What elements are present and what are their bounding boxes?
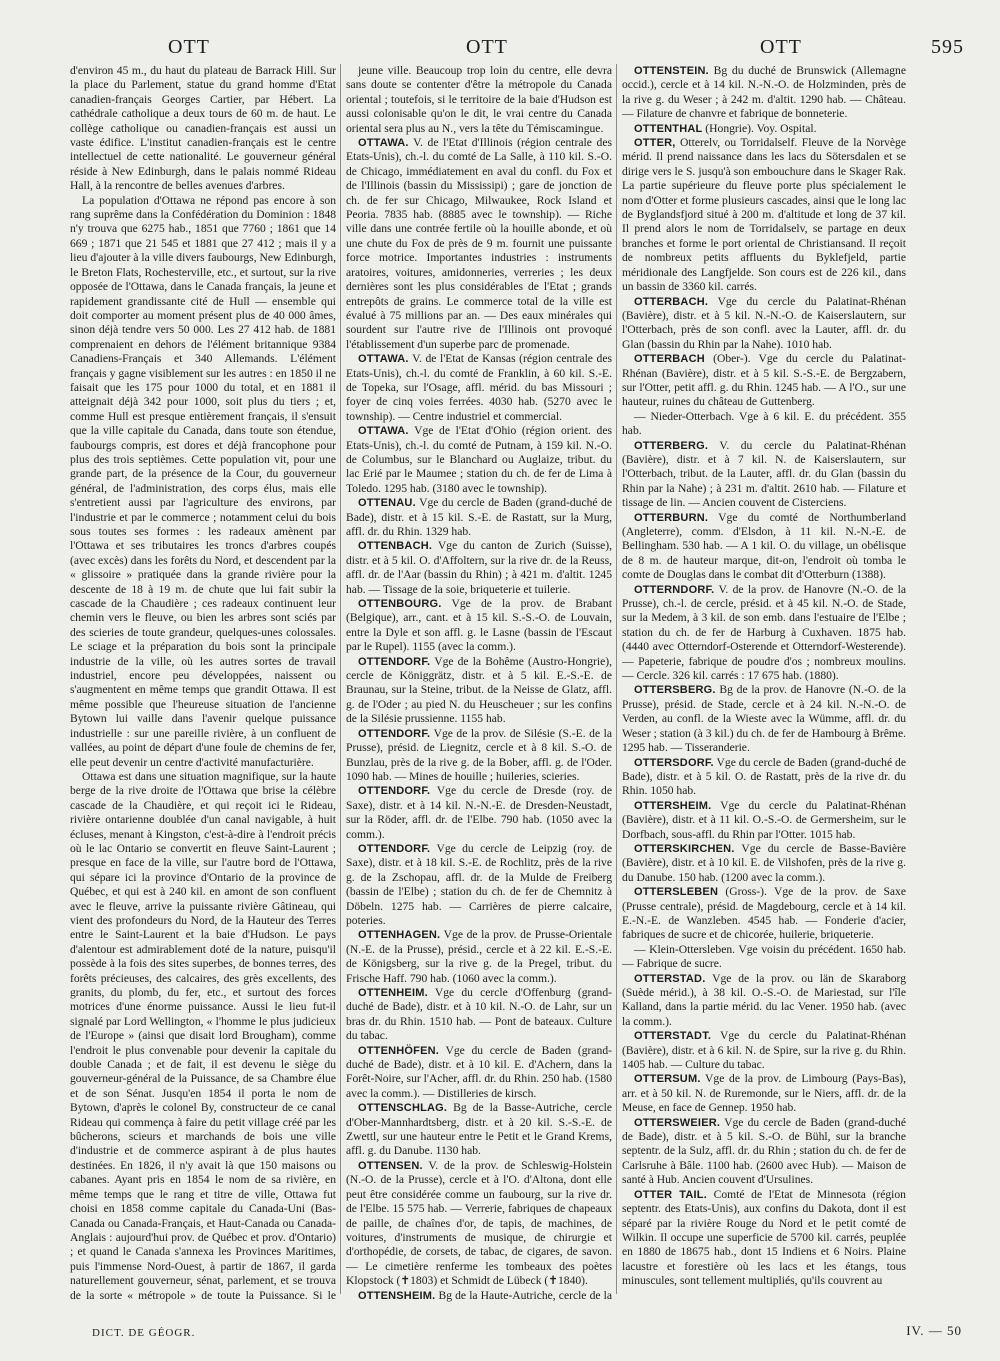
entry-headword: OTTENDORF. (358, 655, 431, 668)
dictionary-entry (622, 511, 906, 583)
dictionary-entry (346, 928, 612, 986)
entry-text: — Nieder-Otterbach. Vge à 6 kil. E. du précédent. 355 hab. (622, 409, 906, 438)
entry-headword: OTTERSKIRCHEN. (634, 842, 735, 855)
entry-text: Vge du cercle de Baden (grand-duché de Bade), distr. et à 15 kil. S.-E. de Rastatt, sur la Murg, affl. dr. du Rhin. 1329 hab. (346, 496, 612, 538)
dictionary-entry (622, 683, 906, 755)
entry-text: V. de l'Etat de Kansas (région centrale des Etats-Unis), ch.-l. du comté de Franklin, à 60 kil. S.-E. de Topeka, sur l'Osage, affl. mérid. du bas Missouri ; foyer de cinq voies ferrées. 4030 hab. (5270 avec le township). — Centre industriel et commercial. (346, 352, 612, 423)
entry-text: Vge du cercle de Baden (grand-duché de Bade), distr. et à 5 kil. S.-O. de Bühl, sur la branche septentr. de la Sulz, affl. dr. du Rhin ; station du ch. de fer de Carlsruhe à Bâle. 1100 hab. (2600 avec Hub). — Maison de santé à Hub. Ancien couvent d'Ursulines. (622, 1115, 906, 1187)
entry-text: Bg de la prov. de Hanovre (N.-O. de la Prusse), présid. de Stade, cercle et à 24 kil. N.-N.-O. de Verden, au confl. de la Wieste avec la Wümme, affl. dr. du Weser ; station (à 3 kil.) du ch. de fer de Hambourg à Brême. 1295 hab. — Tisseranderie. (622, 683, 906, 755)
entry-headword: OTTERSTADT. (634, 1030, 712, 1043)
dictionary-entry (346, 597, 612, 655)
entry-headword: OTTERBACH (634, 353, 705, 366)
footer-volume: IV. — 50 (906, 1323, 962, 1338)
dictionary-entry (622, 842, 906, 885)
entry-text: Vge du comté de Northumberland (Angleterre), comm. d'Elsdon, à 11 kil. N.-N.-E. de Bellingham. 530 hab. — A 1 kil. O. du village, un obélisque de 8 m. de hauteur marque, dit-on, l'endroit où tomba le comte de Douglas dans le combat dit d'Otterburn (1388). (622, 510, 906, 582)
dictionary-entry (622, 1072, 906, 1115)
entry-text: Vge du cercle de Basse-Bavière (Bavière), distr. et à 10 kil. E. de Vilshofen, près de la rive g. du Danube. 150 hab. (1200 avec la comm.). (622, 841, 906, 884)
entry-headword: OTTERSUM. (634, 1073, 701, 1086)
entry-headword: OTTENHAGEN. (358, 929, 441, 942)
entry-headword: OTTERSHEIM. (634, 799, 712, 812)
dictionary-entry (346, 352, 612, 424)
entry-headword: OTTENSTEIN. (634, 65, 709, 77)
paragraph: La population d'Ottawa ne répond pas encore à son rang suprême dans la Confédération du Dominion : 1848 n'y trouva que 6275 hab., 1851 que 7760 ; 1861 que 14 669 ; 1871 que 21 545 et 1881 que 27 412 ; mais il y a lieu d'ajouter à la ville divers faubourgs, New Edinburgh, le Breton Flats, Rochesterville, etc., et surtout, sur la rive opposée de l'Ottawa, dans le Canada français, la jeune et rapidement grandissante cité de Hull — ensemble qui doit comporter au moment présent plus de 40 000 âmes, sinon déjà tendre vers 50 000. Les 27 412 hab. de 1881 comprenaient en dehors de l'élément britannique 9384 Canadiens-Français et 340 Allemands. L'élément français y gagne visiblement sur les autres : en 1850 il ne faisait que les 175 pour 1000 du total, et en 1881 il atteignait déjà 342 pour 1000, soit plus du tiers ; et, comme Hull est presque entièrement français, il s'ensuit que la ville capitale du Canada, dans toute son étendue, faubourgs compris, est dores et déjà francophone pour plus des trois septièmes. Cette population vit, pour une grande part, de la présence de la Cour, du gouverneur général, de l'administration, des corps élus, mais elle s'entretient aussi par l'agriculture des environs, par l'industrie et par le commerce ; notamment celui du bois sous toutes ses formes : les radeaux amènent par l'Ottawa et ses tributaires les troncs d'arbres coupés (avec excès) dans les forêts du Nord, et descendent par la « glissoire » pratiquée dans la grande rivière pour la descente de 18 à 19 m. de chute que lui fait subir la cascade de la Chaudière ; ces radeaux continuent leur chemin vers le fleuve, ou bien les arbres sont sciés par des scieries de toute grandeur, quelques-unes colossales. Le sciage et la préparation du bois sont la principale industrie de la ville, où les autres sortes de travail industriel, encore peu développées, naissent ou s'augmentent en même temps que grandit Ottawa. Il est même possible que l'heureuse situation de l'ancienne Bytown lui vaille dans l'avenir quelque puissance industrielle : sur une pareille rivière, à un confluent de vallées, au point de départ d'une foule de chemins de fer, elle peut devenir un centre d'activité manufacturière. (70, 193, 336, 769)
dictionary-entry (622, 136, 906, 294)
dictionary-entry (346, 727, 612, 785)
entry-headword: OTTENBACH. (358, 540, 433, 553)
entry-text: V. de la prov. de Schleswig-Holstein (N.-O. de la Prusse), cercle et à l'O. d'Altona, dont elle peut être considérée comme un faubourg, sur la rive dr. de l'Elbe. 15 575 hab. — Verrerie, fabriques de chapeaux de paille, de chaînes d'or, de tapis, de machines, de voitures, d'instruments de musique, de chirurgie et d'orthopédie, de corsets, de tabac, de cigares, de savon. — Le cimetière renferme les tombeaux des poètes Klopstock (✝1803) et Schmidt de Lübeck (✝1840). (346, 1158, 612, 1288)
dictionary-entry (622, 943, 906, 972)
entry-text: Vge de la prov. de Prusse-Orientale (N.-E. de la Prusse), présid., cercle et à 22 kil. E.-S.-E. de Königsberg, sur la rive g. de la Pregel, tribut. du Frische Haff. 790 hab. (1060 avec la comm.). (346, 928, 612, 985)
entry-headword: OTTAWA. (358, 137, 409, 150)
dictionary-entry (622, 1116, 906, 1188)
entry-headword: OTTENDORF. (358, 842, 431, 855)
entry-headword: OTTENSEN. (358, 1159, 423, 1172)
entry-text: (Ober-). Vge du cercle du Palatinat-Rhénan (Bavière), distr. et à 5 kil. S.-S.-E. de Bergzabern, sur l'Otter, petit affl. g. du Rhin. 1245 hab. — A l'O., sur une hauteur, ruines du château de Guttenberg. (622, 352, 906, 409)
entry-headword: OTTENDORF. (358, 727, 431, 740)
entry-text: jeune ville. Beaucoup trop loin du centre, elle devra sans doute se contenter d'être la métropole du Canada oriental ; toutefois, si le territoire de la baie d'Hudson est aussi colonisable qu'on le dit, le vrai centre du Canada oriental sera plus au N., vers la tête du Témiscamingue. (346, 64, 612, 135)
entry-headword: OTTERSWEIER. (634, 1116, 721, 1129)
entry-headword: OTTENDORF. (358, 785, 431, 798)
footer-signature: DICT. DE GÉOGR. (92, 1327, 196, 1339)
entry-headword: OTTENBOURG. (358, 598, 442, 611)
entry-text: Vge de l'Etat d'Ohio (région orient. des Etats-Unis), ch.-l. du comté de Putnam, à 159 kil. N.-O. de Columbus, sur le Blanchard ou Auglaize, tribut. du lac Erié par le Maumee ; station du ch. de fer de Lima à Toledo. 1295 hab. (3180 avec le township). (346, 424, 612, 495)
dictionary-entry (622, 885, 906, 943)
entry-text: Vge du cercle d'Offenburg (grand-duché de Bade), distr. et à 10 kil. N.-O. de Lahr, sur un bras dr. du Rhin. 1510 hab. — Pont de bateaux. Culture du tabac. (346, 986, 612, 1043)
entry-text: (Hongrie). Voy. Ospital. (702, 121, 817, 135)
dictionary-entry (622, 352, 906, 410)
paragraph: Ottawa est dans une situation magnifique, sur la haute berge de la rive droite de l'Ottawa que brise la célèbre cascade de la Chaudière, et qui reçoit ici le Rideau, rivière ontarienne doublée d'un canal navigable, à huit écluses, menant à Kingston, c'est-à-dire à l'endroit précis où le lac Ontario se convertit en fleuve Saint-Laurent ; presque en face de la ville, sur l'autre bord de l'Ottawa, qui sépare ici la province d'Ontario de la province de Québec, et qui est à 240 kil. en amont de son confluent avec le fleuve, arrive la puissante rivière Gâtineau, qui vient des profondeurs du Nord, de la Hauteur des Terres entre le Saint-Laurent et la baie d'Hudson. Le pays d'alentour est admirablement doté de la nature, puisqu'il possède à la fois des sites superbes, de bonnes terres, des forêts précieuses, des calcaires, des grès excellents, des granits, du plomb, du fer, etc., et surtout des forces motrices d'une énorme puissance. Aussi le lieu fut-il signalé par Lord Wellington, « l'homme le plus judicieux de l'Europe » (ainsi que disait lord Brougham), comme l'endroit le plus convenable pour devenir la capitale du double Canada ; et de fait, il est devenu le siège du gouverneur-général de la Puissance, de sa Chambre élue et de son Sénat. Jusqu'en 1854 il porta le nom de Bytown, d'après le colonel By, constructeur de ce canal Rideau qui commença à faire du petit village créé par les bûcherons, scieurs et marchands de bois une ville d'industrie et de commerce aspirant à de plus hautes destinées. En 1826, il n'y avait là que 150 maisons ou cabanes. Ayant pris en 1854 le nom de sa rivière, en même temps que le rang et titre de ville, Ottawa fut choisi en 1858 comme capitale du Canada-Uni (Bas-Canada ou Canada-Français, et Haut-Canada ou Canada-Anglais : aujourd'hui prov. de Québec et prov. d'Ontario) ; et quand le Canada s'annexa les Provinces Maritimes, puis l'immense Nord-Ouest, à partir de 1867, il garda naturellement gouverneur, sénat, parlement, et se trouva de la sorte « métropole » de toute la Puissance. Si le (70, 769, 336, 1302)
dictionary-entry (346, 1101, 612, 1159)
dictionary-entry (622, 972, 906, 1030)
entry-text: Vge de la Bohême (Austro-Hongrie), cercle de Königgrätz, distr. et à 5 kil. E.-S.-E. de Braunau, sur la Steine, tribut. de la Neisse de Glatz, affl. g. de l'Oder ; au pied N. du Heuscheuer ; sur les confins de la Silésie prussienne. 1155 hab. (346, 654, 612, 726)
dictionary-entry (622, 1029, 906, 1072)
entry-headword: OTTERSDORF. (634, 756, 714, 769)
dictionary-entry (346, 842, 612, 928)
page-number: 595 (931, 36, 964, 58)
middle-column (346, 64, 612, 1304)
entry-headword: OTTER TAIL. (634, 1188, 707, 1201)
dictionary-entry (346, 1159, 612, 1289)
entry-headword: OTTAWA. (358, 353, 409, 366)
entry-headword: OTTENSHEIM. (358, 1289, 436, 1302)
entry-headword: OTTAWA. (358, 425, 409, 438)
entry-headword: OTTERBURN. (634, 511, 709, 524)
dictionary-entry (622, 756, 906, 799)
entry-text: Vge de la prov. ou län de Skaraborg (Suède mérid.), à 38 kil. O.-S.-O. de Mariestad, sur l'île Kalland, dans la partie mérid. du lac Vener. 1950 hab. (avec la comm.). (622, 971, 906, 1028)
left-column (70, 64, 336, 1304)
right-column (622, 64, 906, 1304)
dictionary-entry (346, 655, 612, 727)
entry-text: Vge du canton de Zurich (Suisse), distr. et à 5 kil. O. d'Affoltern, sur la rive dr. de la Reuss, affl. dr. de l'Aar (bassin du Rhin) ; à 421 m. d'altit. 1245 hab. — Tissage de la soie, briqueterie et tuilerie. (346, 539, 612, 596)
dictionary-entry (622, 799, 906, 842)
dictionary-entry (622, 1188, 906, 1289)
entry-headword: OTTERNDORF. (634, 583, 715, 596)
entry-text: V. de la prov. de Hanovre (N.-O. de la Prusse), ch.-l. de cercle, présid. et à 45 kil. N.-O. de Stade, sur la Medem, à 3 kil. de son emb. dans l'estuaire de l'Elbe ; station du ch. de fer de Harburg à Cuxhaven. 1875 hab. (4440 avec Otterndorf-Osterende et Otterndorf-Westerende). — Papeterie, fabrique de poudre d'os ; nombreux moulins. — Cercle. 326 kil. carrés : 17 675 hab. (1880). (622, 582, 906, 683)
entry-text: Comté de l'Etat de Minnesota (région septentr. des Etats-Unis), aux confins du Dakota, dont il est séparé par la rivière Rouge du Nord et le petit comté de Wilkin. Il occupe une superficie de 5700 kil. carrés, peuplée en 1880 de 18675 hab., dont 15 Indiens et 6 Noirs. Plaine lacustre et forestière où les lacs et les étangs, tous minuscules, sont tellement multipliés, qu'ils couvrent au (622, 1187, 906, 1288)
entry-text: V. du cercle du Palatinat-Rhénan (Bavière), distr. et à 7 kil. N. de Kaiserslautern, sur l'Otterbach, tribut. de la Lauter, affl. dr. du Glan (bassin du Rhin par la Nahe) ; à 231 m. d'altit. 2610 hab. — Filature et tissage de lin. — Ancien couvent de Cisterciens. (622, 438, 906, 510)
entry-headword: OTTENHÖFEN. (358, 1044, 440, 1057)
entry-text: (Gross-). Vge de la prov. de Saxe (Prusse centrale), présid. de Magdebourg, cercle et à 14 kil. E.-N.-E. de Wanzleben. 4545 hab. — Fonderie d'acier, fabriques de sucre et de chicorée, huilerie, briqueterie. (622, 885, 906, 942)
running-head-center: OTT (466, 36, 508, 58)
dictionary-entry (346, 1044, 612, 1102)
entry-text: Vge de la prov. de Brabant (Belgique), arr., cant. et à 15 kil. S.-S.-O. de Louvain, entre la Dyle et son affl. g. le Lasne (bassin de l'Escaut par le Rupel). 1155 (avec la comm.). (346, 597, 612, 654)
entry-headword: OTTERSLEBEN (634, 886, 719, 899)
running-head-left: OTT (168, 36, 210, 58)
entry-text: Vge de la prov. de Silésie (S.-E. de la Prusse), présid. de Liegnitz, cercle et à 8 kil. S.-O. de Bunzlau, près de la rive g. de la Bober, affl. g. de l'Oder. 1090 hab. — Mines de houille ; huileries, scieries. (346, 726, 612, 783)
entry-text: Bg du duché de Brunswick (Allemagne occid.), cercle et à 14 kil. N.-N.-O. de Holzminden, près de la rive g. du Weser ; à 242 m. d'altit. 1290 hab. — Château. — Filature de chanvre et fabrique de bonneterie. (622, 64, 906, 121)
entry-headword: OTTENAU. (358, 497, 416, 510)
dictionary-entry (346, 136, 612, 352)
entry-text: Bg de la Basse-Autriche, cercle d'Ober-Mannhardtsberg, distr. et à 20 kil. S.-S.-E. de Zwettl, sur une hauteur entre le Petit et le Grand Krems, affl. g. du Danube. 1130 hab. (346, 1101, 612, 1158)
dictionary-entry (622, 583, 906, 684)
column-divider (340, 64, 341, 1294)
dictionary-entry (622, 439, 906, 511)
entry-text: V. de l'Etat d'Illinois (région centrale des Etats-Unis), ch.-l. du comté de La Salle, à 110 kil. S.-O. de Chicago, immédiatement en aval du confl. du Fox et de l'Illinois (bassin du Mississipi) ; gare de jonction de ch. de fer sur Chicago, Milwaukee, Rock Island et Peoria. 7835 hab. (8885 avec le township). — Riche ville dans une contrée fertile où la houille abonde, et où une chute du Fox de près de 9 m. fournit une puissante force motrice. Importantes industries : instruments aratoires, voitures, amidonneries, verreries ; les deux dernières sont les plus considérables de l'Etat ; grands entrepôts de grains. Le commerce total de la ville est évalué à 75 millions par an. — Des eaux minérales qui sourdent sur l'autre rive de l'Illinois ont provoqué l'établissement d'un superbe parc de promenade. (346, 136, 612, 351)
entry-text: Vge du cercle du Palatinat-Rhénan (Bavière), distr. et à 5 kil. N.-N.-O. de Kaiserslautern, sur l'Otterbach, près de son confl. avec la Lauter, affl. dr. du Glan (bassin du Rhin par la Nahe). 1010 hab. (622, 294, 906, 351)
entry-text: Vge du cercle de Baden (grand-duché de Bade), distr. et à 5 kil. O. de Rastatt, près de la rive dr. du Rhin. 1050 hab. (622, 755, 906, 798)
entry-text: Vge du cercle de Baden (grand-duché de Bade), distr. et à 10 kil. E. d'Achern, dans la Forêt-Noire, sur l'Acher, affl. dr. du Rhin. 250 hab. (1580 avec la comm.). — Distilleries de kirsch. (346, 1043, 612, 1100)
entry-headword: OTTERBACH. (634, 295, 709, 308)
entry-text: Vge du cercle de Leipzig (roy. de Saxe), distr. et à 18 kil. S.-E. de Rochlitz, près de la rive g. de la Zschopau, affl. dr. de la Mulde de Freiberg (bassin de l'Elbe) ; station du ch. de fer de Chemnitz à Döbeln. 1275 hab. — Carrières de pierre calcaire, poteries. (346, 841, 612, 927)
entry-headword: OTTENHEIM. (358, 987, 428, 999)
dictionary-entry (346, 986, 612, 1044)
entry-text: Vge du cercle du Palatinat-Rhénan (Bavière), distr. et à 6 kil. N. de Spire, sur la rive g. du Rhin. 1405 hab. — Culture du tabac. (622, 1029, 906, 1072)
dictionary-entry (346, 64, 612, 136)
entry-headword: OTTERSTAD. (634, 972, 706, 985)
dictionary-entry (346, 424, 612, 496)
dictionary-entry (346, 539, 612, 597)
entry-text: Bg de la Haute-Autriche, cercle de la (438, 1288, 612, 1302)
dictionary-entry (346, 784, 612, 842)
column-divider (616, 64, 617, 1294)
entry-text: Otterelv, ou Torridalself. Fleuve de la Norvège mérid. Il prend naissance dans les lacs du Sötersdalen et se dirige vers le S. jusqu'à son embouchure dans le Skager Rak. La partie supérieure du fleuve porte plus spécialement le nom d'Otter et forme plusieurs cascades, ainsi que le long lac de Byglandsfjord situé à 200 m. d'altitude et long de 37 kil. Il prend alors le nom de Torridalselv, se partage en deux branches et forme le port oriental de Christiansand. Il reçoit de nombreux petits affluents du Byklefjeld, partie méridionale des Langfjelde. Son cours est de 226 kil., dans un bassin de 3360 kil. carrés. (622, 136, 906, 294)
entry-text: — Klein-Ottersleben. Vge voisin du précédent. 1650 hab. — Fabrique de sucre. (622, 942, 906, 971)
entry-text: Vge de la prov. de Limbourg (Pays-Bas), arr. et à 50 kil. N. de Ruremonde, sur le Niers, affl. dr. de la Meuse, en face de Gennep. 1950 hab. (622, 1072, 906, 1115)
paragraph: d'environ 45 m., du haut du plateau de Barrack Hill. Sur la place du Parlement, statue du grand homme d'Etat canadien-français Georges Cartier, par Hébert. La cathédrale catholique a deux tours de 60 m. de haut. Le collège catholique ou canadien-français est aussi un vaste édifice. L'institut canadien-français est le centre intellectuel de cette nationalité. Le gouverneur général réside à New Edinburgh, dans le palais nommé Rideau Hall, à la rencontre de belles avenues d'arbres. (70, 64, 336, 193)
dictionary-entry (346, 1289, 612, 1304)
dictionary-entry (622, 410, 906, 439)
entry-headword: OTTENSCHLAG. (358, 1102, 448, 1115)
dictionary-entry (346, 496, 612, 539)
entry-headword: OTTERBERG. (634, 439, 709, 452)
entry-headword: OTTER, (634, 137, 676, 150)
dictionary-entry (622, 64, 906, 122)
dictionary-entry (622, 295, 906, 353)
entry-text: Vge du cercle de Dresde (roy. de Saxe), distr. et à 14 kil. N.-N.-E. de Dresden-Neustadt, sur la Röder, affl. dr. de l'Elbe. 790 hab. (1050 avec la comm.). (346, 784, 612, 841)
entry-headword: OTTERSBERG. (634, 684, 716, 697)
entry-headword: OTTENTHAL (634, 122, 703, 135)
dictionary-entry (622, 122, 906, 136)
running-head-right: OTT (760, 36, 802, 58)
entry-text: Vge du cercle du Palatinat-Rhénan (Bavière), distr. et à 11 kil. O.-S.-O. de Germersheim, sur le Dorfbach, sous-affl. du Rhin par l'Otter. 1015 hab. (622, 798, 906, 841)
